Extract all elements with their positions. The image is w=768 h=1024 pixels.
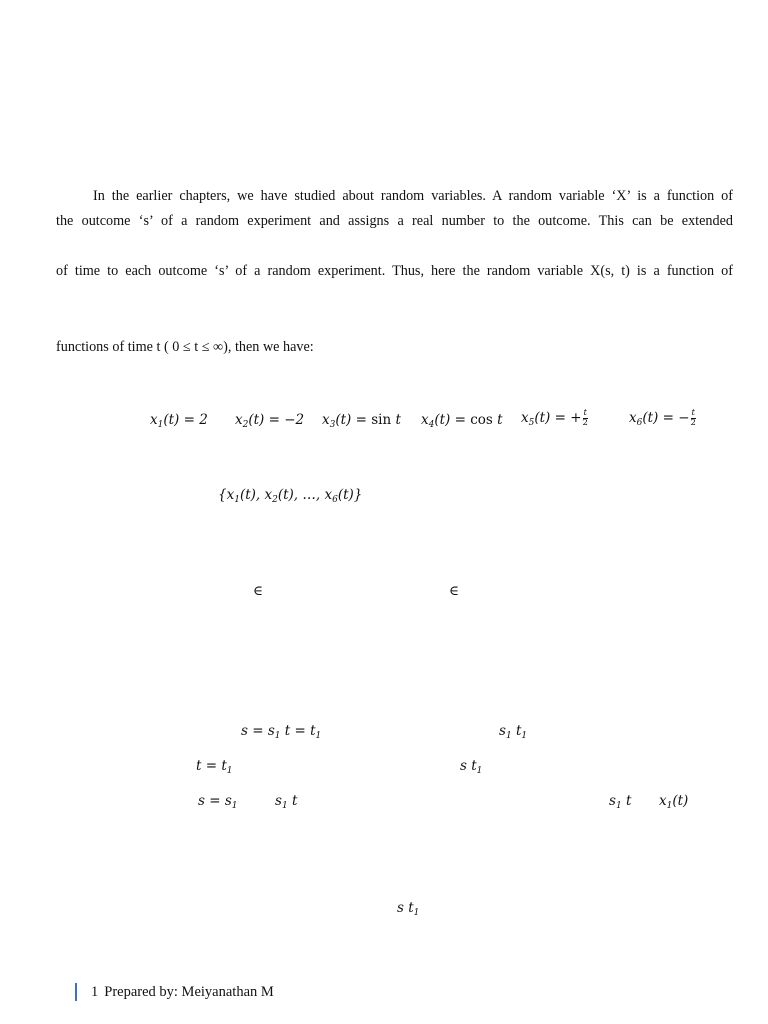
math-fragment-s-equals-s1-t-equals-t1: $s = s_1$ $t = t_1$ xyxy=(241,723,322,741)
ensemble-set: {$x_1(t)$, $x_2(t)$, …, $x_6(t)$} xyxy=(218,487,363,505)
equation-x6: $x_6(t)$ = − $\frac{t}{2}$ xyxy=(629,408,696,428)
math-fragment-s1-t: $s_1$ t xyxy=(609,793,632,811)
equation-x3: $x_3(t) = \sin t$ xyxy=(322,412,401,430)
paragraph-1-line-2: the outcome ‘s’ of a random experiment and assigns a real number to the outcome. This can be extended xyxy=(56,213,733,229)
element-of-symbol: ∈ xyxy=(253,583,263,599)
math-fragment-s-t1: s $t_1$ xyxy=(460,758,483,776)
page-number: 1 xyxy=(91,983,99,1000)
fraction-t-over-2: $\frac{t}{2}$ xyxy=(690,408,696,428)
paragraph-3-line-1: functions of time t ( 0 ≤ t ≤ ∞), then we have: xyxy=(56,339,314,355)
fraction-t-over-2: $\frac{t}{2}$ xyxy=(582,408,588,428)
math-fragment-t-equals-t1: $t = t_1$ xyxy=(196,758,233,776)
math-fragment-s-t1: s $t_1$ xyxy=(397,900,420,918)
paragraph-2-line-1: of time to each outcome ‘s’ of a random experiment. Thus, here the random variable X(s, t) is a function of xyxy=(56,263,733,279)
element-of-symbol: ∈ xyxy=(449,583,459,599)
equation-x2: $x_2(t) = -2$ xyxy=(235,412,305,430)
equation-x5: $x_5(t)$ = + $\frac{t}{2}$ xyxy=(521,408,588,428)
math-fragment-s-equals-s1: $s = s_1$ xyxy=(198,793,238,811)
equation-x4: $x_4(t) = \cos t$ xyxy=(421,412,503,430)
page-footer xyxy=(75,982,274,1002)
math-fragment-x1-of-t: $x_1(t)$ xyxy=(659,793,689,811)
equation-x1: $x_1(t) = 2$ xyxy=(150,412,208,430)
math-fragment-s1-t: $s_1$ t xyxy=(275,793,298,811)
paragraph-1-line-1: In the earlier chapters, we have studied about random variables. A random variable ‘X’ is a function of xyxy=(93,188,733,204)
prepared-by-credit: Prepared by: Meiyanathan M xyxy=(104,983,274,1000)
footer-divider-bar xyxy=(75,983,77,1001)
math-fragment-s1-t1: $s_1$ $t_1$ xyxy=(499,723,528,741)
